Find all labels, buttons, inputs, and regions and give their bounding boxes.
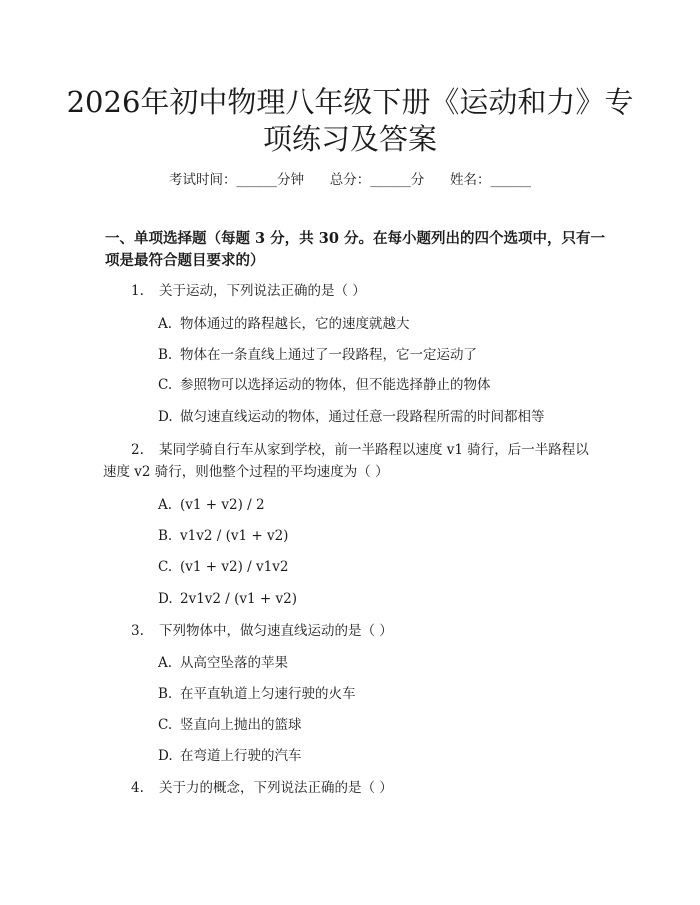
- question-3: [131, 620, 601, 642]
- question-text: 关于力的概念，下列说法正确的是（ ）: [159, 780, 393, 796]
- option-3c: [158, 714, 302, 736]
- question-1: [131, 280, 601, 302]
- option-letter: D.: [158, 591, 173, 607]
- question-number: 3.: [131, 623, 144, 639]
- exam-time-label: 考试时间：: [169, 172, 237, 188]
- option-letter: A.: [158, 316, 173, 332]
- option-3d: [158, 745, 302, 767]
- option-1a: [158, 313, 410, 335]
- exam-meta-row: [0, 168, 700, 188]
- option-letter: B.: [158, 347, 173, 363]
- option-text: 2v1v2 / (v1 + v2): [180, 591, 298, 607]
- option-letter: C.: [158, 717, 173, 733]
- question-text: 下列物体中，做匀速直线运动的是（ ）: [159, 623, 393, 639]
- option-text: 物体在一条直线上通过了一段路程，它一定运动了: [180, 347, 477, 363]
- option-letter: C.: [158, 559, 173, 575]
- option-text: 从高空坠落的苹果: [180, 655, 288, 671]
- option-text: 物体通过的路程越长，它的速度就越大: [180, 316, 410, 332]
- document-title-line2: 项练习及答案: [262, 122, 437, 156]
- option-1b: [158, 344, 477, 366]
- question-4: [131, 777, 601, 799]
- student-name-blank: ______: [490, 172, 531, 188]
- student-name-label: 姓名：: [450, 172, 491, 188]
- total-score-label: 总分：: [329, 172, 371, 188]
- option-letter: C.: [158, 377, 173, 393]
- total-score-unit: 分: [410, 172, 425, 188]
- option-2b: [158, 525, 288, 547]
- option-letter: A.: [158, 497, 173, 513]
- option-1d: [158, 406, 545, 428]
- option-2c: [158, 556, 288, 578]
- question-number: 1.: [131, 283, 144, 299]
- section-heading-single-choice: 一、单项选择题（每题 3 分，共 30 分。在每小题列出的四个选项中，只有一项是最符合题目要求的）: [105, 230, 605, 269]
- option-text: 参照物可以选择运动的物体，但不能选择静止的物体: [180, 377, 491, 393]
- option-text: 竖直向上抛出的篮球: [180, 717, 302, 733]
- question-number: 2.: [131, 442, 144, 458]
- option-2a: [158, 494, 265, 516]
- option-letter: D.: [158, 409, 173, 425]
- question-text: 关于运动，下列说法正确的是（ ）: [159, 283, 366, 299]
- option-text: 在弯道上行驶的汽车: [180, 748, 302, 764]
- question-2: [103, 439, 595, 483]
- option-1c: [158, 374, 491, 396]
- option-text: (v1 + v2) / 2: [180, 497, 265, 513]
- exam-time-unit: 分钟: [277, 172, 304, 188]
- option-3b: [158, 683, 356, 705]
- option-2d: [158, 588, 297, 610]
- document-title-line1: 2026年初中物理八年级下册《运动和力》专: [66, 85, 634, 119]
- option-text: 在平直轨道上匀速行驶的火车: [180, 686, 356, 702]
- exam-time-blank: ______: [236, 172, 277, 188]
- option-text: v1v2 / (v1 + v2): [180, 528, 289, 544]
- option-3a: [158, 652, 288, 674]
- question-text: 某同学骑自行车从家到学校，前一半路程以速度 v1 骑行，后一半路程以速度 v2 骑行，则他整个过程的平均速度为（ ）: [103, 442, 589, 480]
- option-letter: B.: [158, 686, 173, 702]
- option-text: (v1 + v2) / v1v2: [180, 559, 289, 575]
- option-text: 做匀速直线运动的物体，通过任意一段路程所需的时间都相等: [180, 409, 545, 425]
- option-letter: B.: [158, 528, 173, 544]
- question-number: 4.: [131, 780, 144, 796]
- option-letter: A.: [158, 655, 173, 671]
- total-score-blank: ______: [370, 172, 411, 188]
- option-letter: D.: [158, 748, 173, 764]
